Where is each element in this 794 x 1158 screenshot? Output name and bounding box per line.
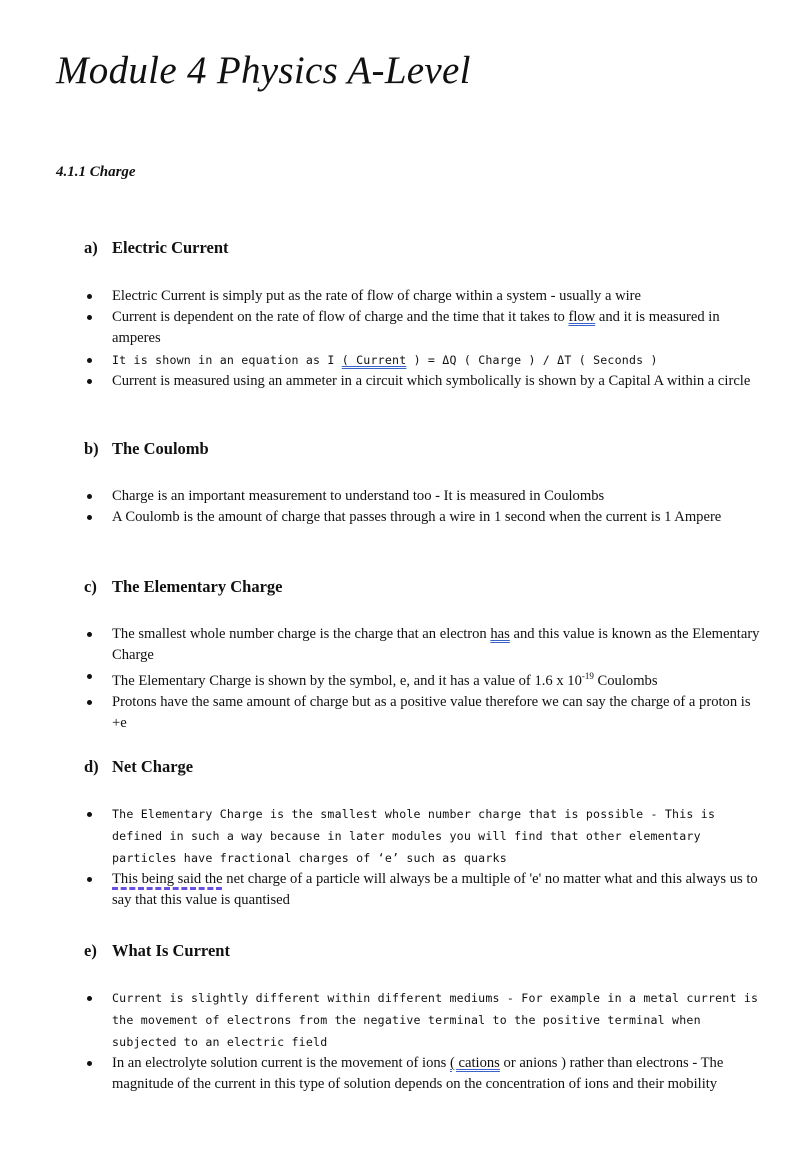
section-heading-e: [84, 941, 230, 961]
spelling-flag[interactable]: ( cations: [450, 1055, 500, 1071]
section-heading-text: Net Charge: [112, 757, 194, 776]
bullet-list-d: [84, 803, 764, 911]
subsection-title: 4.1.1 Charge: [56, 164, 136, 180]
section-heading-c: [84, 577, 282, 597]
list-item: [84, 869, 764, 911]
section-heading-a: [84, 238, 229, 258]
exponent: -19: [581, 671, 594, 681]
list-item: [84, 307, 764, 349]
section-letter: c): [84, 577, 97, 596]
text: Coulombs: [593, 672, 658, 689]
text: The Elementary Charge is shown by the symbol, e, and it has a value of 1.6 x 10: [112, 672, 582, 689]
text: In an electrolyte solution current is the movement of ions: [112, 1055, 451, 1071]
list-item: Charge is an important measurement to understand too - It is measured in Coulombs: [84, 486, 764, 507]
section-heading-b: [84, 439, 209, 459]
list-item: [84, 349, 764, 371]
section-heading-d: [84, 757, 193, 777]
bullet-list-c: [84, 624, 764, 734]
spelling-flag[interactable]: ( Current: [341, 353, 407, 367]
section-letter: d): [84, 757, 99, 776]
spelling-flag[interactable]: has: [490, 626, 510, 642]
section-letter: a): [84, 238, 98, 257]
text: Current is dependent on the rate of flow of charge and the time that it takes to: [112, 309, 569, 325]
section-heading-text: The Coulomb: [112, 439, 209, 458]
bullet-list-b: [84, 486, 764, 528]
section-heading-text: Electric Current: [112, 238, 229, 257]
bullet-list-a: [84, 286, 764, 392]
list-item: [84, 666, 764, 692]
grammar-flag[interactable]: This being said the: [112, 871, 223, 887]
text: The smallest whole number charge is the charge that an electron: [112, 626, 491, 642]
bullet-list-e: [84, 987, 764, 1095]
text: and it is measured in amperes: [112, 309, 720, 346]
list-item: [84, 624, 764, 666]
list-item: A Coulomb is the amount of charge that passes through a wire in 1 second when the current is 1 Ampere: [84, 507, 764, 528]
list-item: [84, 1053, 764, 1095]
list-item: Current is slightly different within different mediums - For example in a metal current is the movement of electrons from the negative terminal to the positive terminal when subjected to an electric field: [84, 987, 764, 1053]
document-title: Module 4 Physics A-Level: [56, 49, 471, 92]
section-heading-text: What Is Current: [112, 941, 230, 960]
list-item: Current is measured using an ammeter in a circuit which symbolically is shown by a Capital A within a circle: [84, 371, 764, 392]
text: It is shown in an equation as I: [112, 353, 342, 367]
list-item: The Elementary Charge is the smallest whole number charge that is possible - This is defined in such a way because in later modules you will find that other elementary particles have fractional charges of ‘e’ such as quarks: [84, 803, 764, 869]
section-letter: b): [84, 439, 99, 458]
section-heading-text: The Elementary Charge: [112, 577, 283, 596]
list-item: Protons have the same amount of charge but as a positive value therefore we can say the charge of a proton is +e: [84, 692, 764, 734]
text: or anions ) rather than electrons - The magnitude of the current in this type of solution depends on the concentration of ions and their mobility: [112, 1055, 724, 1092]
text: ) = ΔQ ( Charge ) / ΔT ( Seconds ): [406, 353, 658, 367]
list-item: Electric Current is simply put as the rate of flow of charge within a system - usually a wire: [84, 286, 764, 307]
spelling-flag[interactable]: flow: [568, 309, 596, 325]
text: net charge of a particle will always be a multiple of 'e' no matter what and this always us to say that this value is quantised: [112, 871, 758, 908]
text: and this value is known as the Elementary Charge: [112, 626, 760, 663]
section-letter: e): [84, 941, 97, 960]
